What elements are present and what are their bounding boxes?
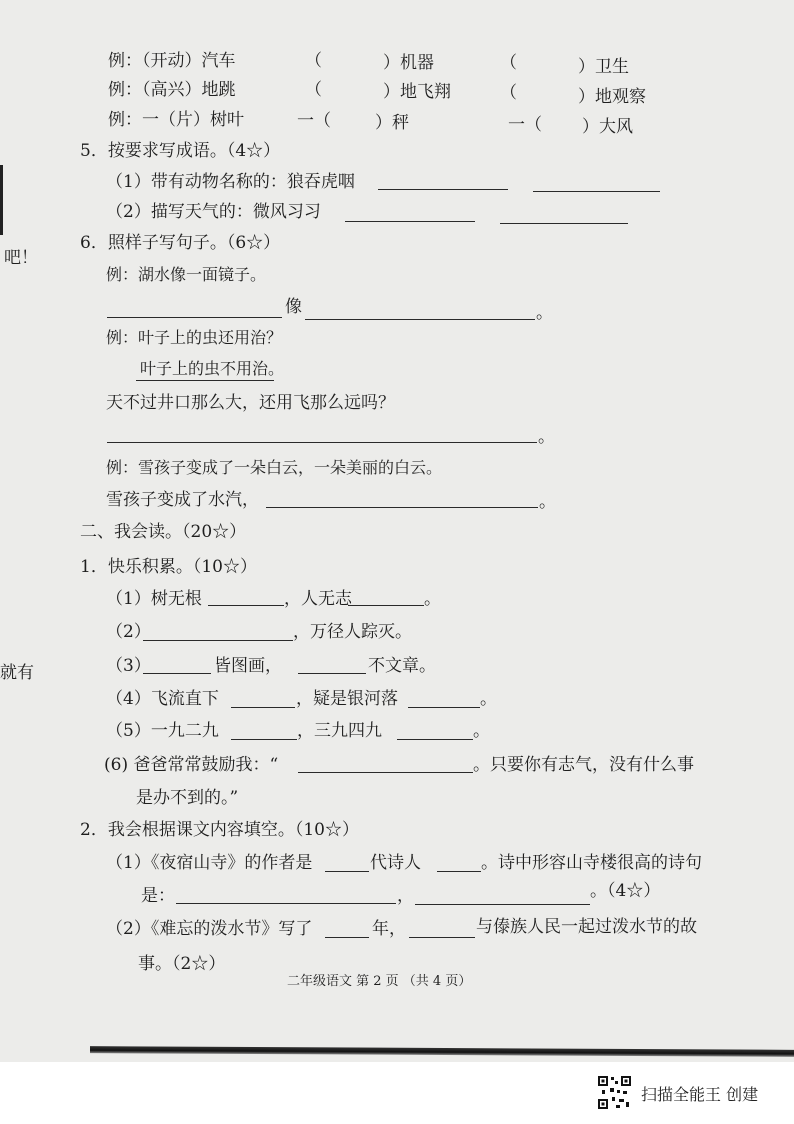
paren-open: （ [500, 83, 517, 103]
period: 。 [536, 303, 553, 323]
qr-code-icon [597, 1075, 632, 1110]
p2-q1-item-1a: （1）树无根 [106, 589, 202, 609]
q6-example-2-answer: 叶子上的虫不用治。 [140, 359, 285, 378]
answer-blank[interactable] [305, 318, 535, 320]
answer-blank[interactable] [409, 936, 475, 938]
answer-blank[interactable] [345, 220, 475, 222]
answer-blank[interactable] [298, 771, 473, 773]
q6-example-2: 例：叶子上的虫还用治？ [106, 328, 283, 347]
scan-edge-shadow [90, 1046, 794, 1057]
p2-q2-item-1a: （1）《夜宿山寺》的作者是 [106, 853, 313, 873]
p2-q1-item-4c: 。 [480, 689, 497, 709]
q6-sentence-2: 天不过井口那么大，还用飞那么远吗？ [106, 393, 395, 413]
p2-q2-title: 2．我会根据课文内容填空。（10☆） [80, 820, 359, 840]
example-underline [136, 379, 274, 381]
period: 。 [538, 427, 555, 447]
row1-item-3: ）卫生 [578, 57, 629, 77]
answer-blank[interactable] [397, 738, 473, 740]
p2-q2-item-1d: 是： [141, 886, 175, 906]
example-row-3: 例：一（片）树叶 [108, 110, 244, 130]
p2-q2-item-2a: （2）《难忘的泼水节》写了 [106, 919, 313, 939]
q6-sentence-3: 雪孩子变成了水汽， [106, 490, 259, 510]
p2-q2-item-2b: 年， [372, 919, 406, 939]
page-footer: 二年级语文 第 2 页 （共 4 页） [287, 974, 472, 989]
example-text: 例：（开动）汽车 [108, 51, 236, 71]
p2-q2-item-2d: 事。（2☆） [138, 954, 226, 974]
p2-q1-item-5a: （5）一九二九 [106, 721, 219, 741]
row2-item-3: ）地观察 [578, 87, 646, 107]
answer-blank[interactable] [231, 706, 295, 708]
answer-blank[interactable] [415, 903, 590, 905]
row3-item-2: ）秤 [375, 113, 409, 133]
p2-q1-item-4b: ，疑是银河落 [296, 689, 398, 709]
p2-q2-item-2c: 与傣族人民一起过泼水节的故 [476, 917, 697, 937]
p2-q1-item-3c: 不文章。 [368, 656, 436, 676]
example-row-1 [108, 50, 236, 72]
answer-blank[interactable] [143, 672, 211, 674]
answer-blank[interactable] [500, 222, 628, 224]
answer-blank[interactable] [266, 506, 538, 508]
answer-blank[interactable] [378, 188, 508, 190]
q6-title: 6．照样子写句子。（6☆） [80, 233, 281, 253]
answer-blank[interactable] [107, 316, 282, 318]
q6-like-word: 像 [285, 297, 302, 317]
paren-open: （ [305, 51, 322, 71]
q5-title: 5．按要求写成语。（4☆） [80, 141, 281, 161]
example-row-2: 例：（高兴）地跳 [108, 80, 236, 100]
row1-item-2: ）机器 [383, 53, 434, 73]
p2-q1-item-2a: （2） [106, 622, 151, 642]
p2-q2-item-1b: 代诗人 [370, 853, 421, 873]
q6-example-3: 例：雪孩子变成了一朵白云，一朵美丽的白云。 [106, 458, 443, 477]
row3-item-3b: ）大风 [582, 117, 633, 137]
p2-q1-item-6b: 。只要你有志气，没有什么事 [473, 755, 694, 775]
margin-fragment-2: 就有 [0, 663, 34, 683]
row2-item-2: ）地飞翔 [383, 82, 451, 102]
p2-q1-title: 1．快乐积累。（10☆） [80, 557, 257, 577]
answer-blank[interactable] [325, 936, 369, 938]
answer-blank[interactable] [143, 639, 293, 641]
q6-example-1: 例：湖水像一面镜子。 [106, 265, 267, 284]
p2-q1-item-3b: 皆图画， [214, 656, 282, 676]
scanner-brand-label: 扫描全能王 创建 [641, 1085, 759, 1104]
answer-blank[interactable] [231, 738, 297, 740]
row3-item-3a: 一（ [508, 115, 542, 135]
answer-blank[interactable] [298, 672, 366, 674]
answer-blank[interactable] [176, 902, 396, 904]
p2-q1-item-6a: (6) 爸爸常常鼓励我：“ [104, 755, 279, 775]
p2-q1-item-6c: 是办不到的。” [136, 788, 239, 808]
p2-q1-item-5c: 。 [473, 721, 490, 741]
p2-q1-item-4a: （4）飞流直下 [106, 689, 219, 709]
p2-q1-item-3a: （3） [106, 656, 151, 676]
left-edge-mark [0, 165, 3, 235]
row3-item-1: 一（ [297, 111, 331, 131]
answer-blank[interactable] [107, 441, 537, 443]
p2-q2-item-1e: ， [397, 886, 414, 906]
answer-blank[interactable] [208, 604, 284, 606]
q5-item-2: （2）描写天气的：微风习习 [106, 202, 321, 222]
answer-blank[interactable] [437, 870, 481, 872]
answer-blank[interactable] [325, 870, 369, 872]
period: 。 [539, 492, 556, 512]
p2-q2-item-1c: 。诗中形容山寺楼很高的诗句 [481, 853, 702, 873]
p2-q1-item-1b: ，人无志 [284, 589, 352, 609]
paren-open: （ [500, 53, 517, 73]
part2-title: 二、我会读。（20☆） [80, 522, 247, 542]
paren-open: （ [305, 80, 322, 100]
p2-q1-item-5b: ，三九四九 [297, 721, 382, 741]
p2-q2-item-1f: 。（4☆） [590, 881, 661, 901]
p2-q1-item-1c: 。 [424, 589, 441, 609]
margin-fragment-1: 吧！ [4, 248, 38, 268]
q5-item-1: （1）带有动物名称的：狼吞虎咽 [106, 172, 355, 192]
answer-blank[interactable] [533, 190, 660, 192]
p2-q1-item-2b: ，万径人踪灭。 [293, 622, 412, 642]
answer-blank[interactable] [348, 604, 424, 606]
answer-blank[interactable] [408, 706, 480, 708]
